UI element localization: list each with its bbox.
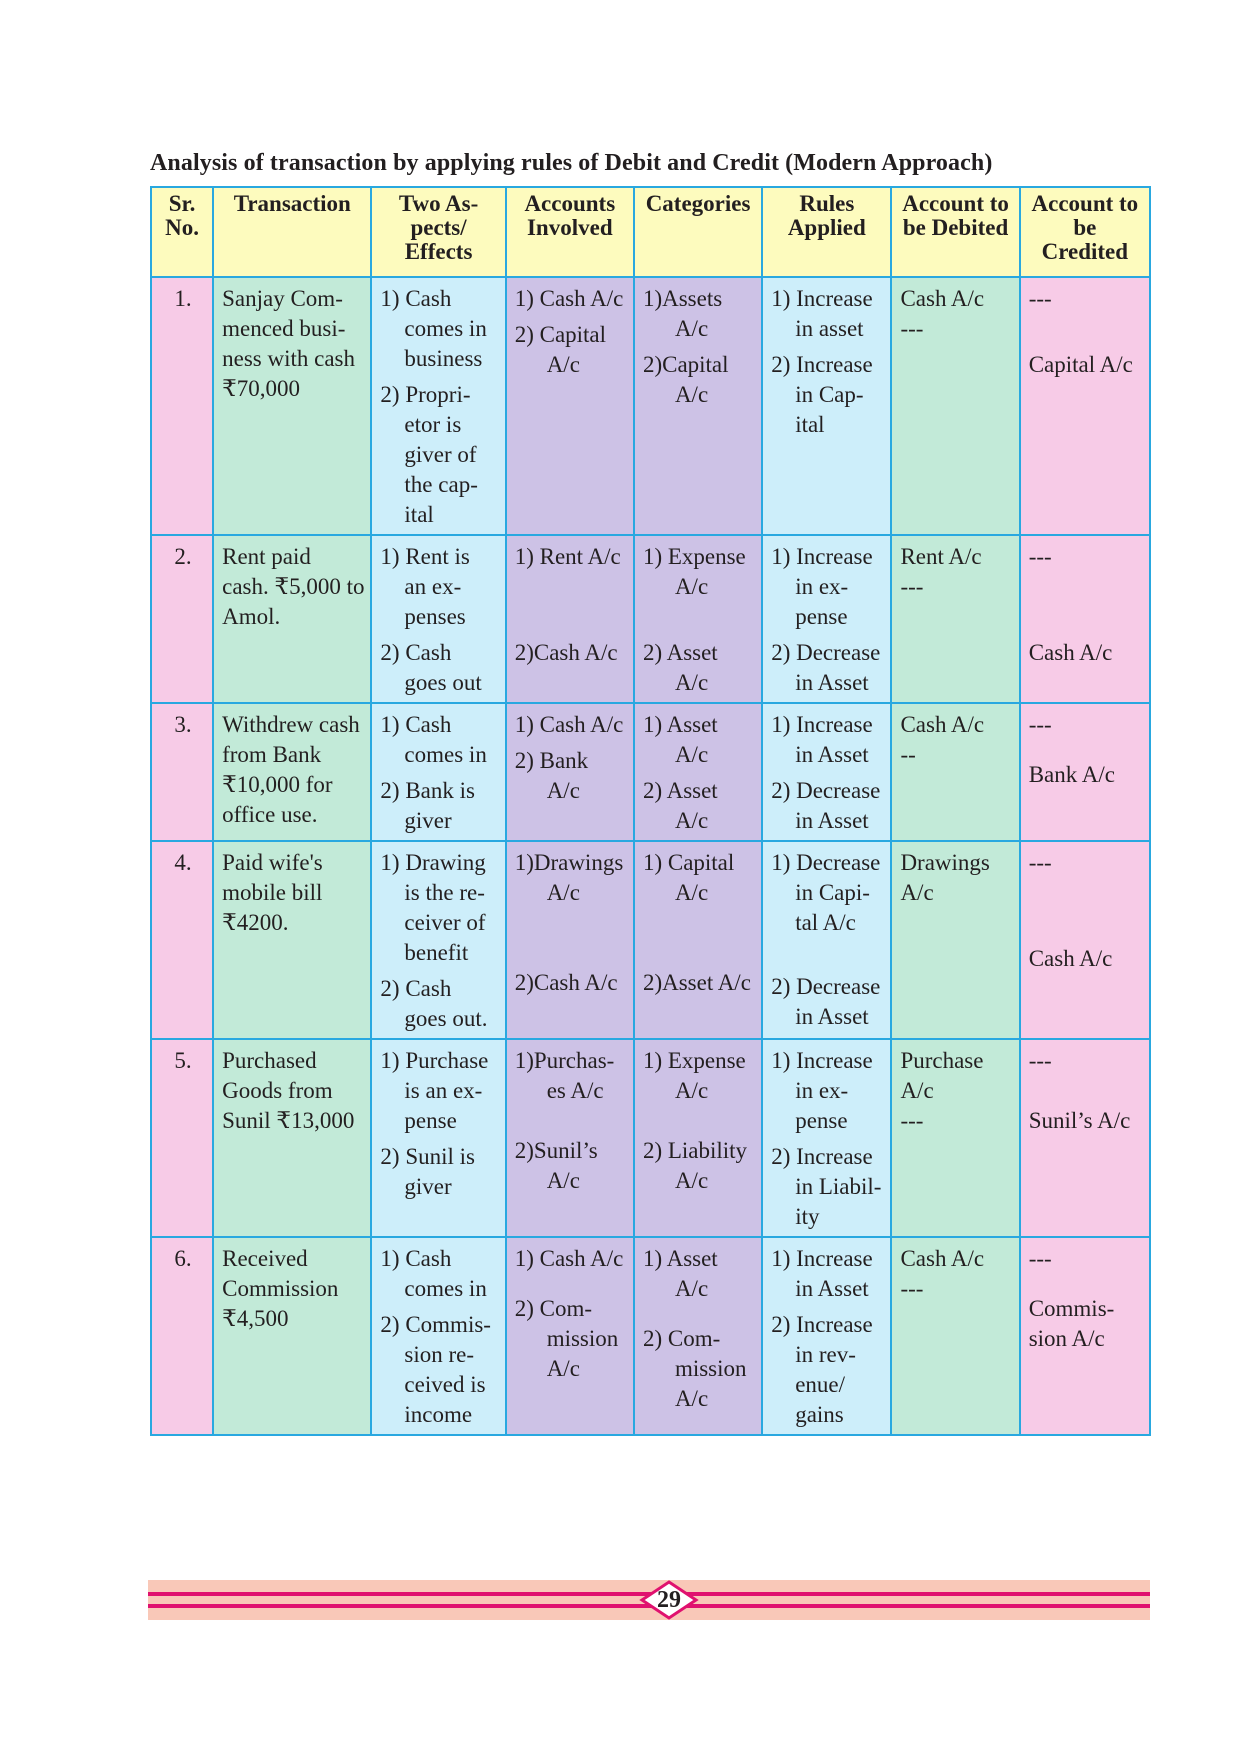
aspect-line: 2) Cash	[380, 976, 452, 1001]
table-row	[151, 277, 1150, 535]
table-row	[151, 535, 1150, 703]
aspect-line: is the re-	[404, 880, 485, 905]
transaction-line: ₹10,000 for	[222, 772, 333, 797]
credit-line: ---	[1028, 286, 1052, 311]
header-line: Applied	[787, 215, 866, 240]
aspect-line: giver	[404, 808, 452, 833]
rule-line: pense	[795, 1108, 848, 1133]
aspect-line: 2) Commis-	[380, 1312, 491, 1337]
rule-line: in Asset	[795, 670, 869, 695]
account-credited-cell	[1020, 1237, 1150, 1435]
account-line: A/c	[546, 1168, 580, 1193]
transaction-line: Received	[222, 1246, 308, 1271]
rule-line: 1) Decrease	[771, 850, 881, 875]
accounts-involved-cell	[506, 1039, 634, 1237]
debit-line: Rent A/c	[900, 544, 982, 569]
header-line: Sr.	[168, 191, 196, 216]
account-line: 1) Rent A/c	[514, 544, 621, 569]
rule-line: tal A/c	[795, 910, 856, 935]
accounts-involved-cell	[506, 535, 634, 703]
rule-line: 2) Decrease	[771, 778, 881, 803]
rule-line: in Cap-	[795, 382, 864, 407]
debit-line: ---	[900, 316, 924, 341]
account-credited-cell	[1020, 1039, 1150, 1237]
transaction-line: Sunil ₹13,000	[222, 1108, 355, 1133]
header-line: Effects	[404, 239, 473, 264]
rule-line: ity	[795, 1204, 820, 1229]
sr-no-cell: 4.	[151, 841, 213, 1039]
rules-applied-cell	[762, 535, 891, 703]
header-account-debited	[891, 187, 1019, 277]
aspect-line: etor is	[404, 412, 462, 437]
account-debited-cell	[891, 841, 1019, 1039]
sr-no-cell: 6.	[151, 1237, 213, 1435]
credit-line: ---	[1028, 1246, 1052, 1271]
debit-line: --	[900, 742, 916, 767]
category-line: A/c	[674, 382, 709, 407]
aspect-line: 1) Cash	[380, 1246, 452, 1271]
rule-line: in Asset	[795, 1004, 869, 1029]
header-transaction	[213, 187, 371, 277]
accounts-involved-cell	[506, 703, 634, 841]
category-line: mission	[674, 1356, 747, 1381]
account-line: 1) Cash A/c	[514, 712, 624, 737]
table-row	[151, 703, 1150, 841]
table-row	[151, 1039, 1150, 1237]
transaction-line: from Bank	[222, 742, 322, 767]
transaction-line: mobile bill	[222, 880, 323, 905]
aspect-line: 2) Sunil is	[380, 1144, 475, 1169]
header-line: Credited	[1041, 239, 1129, 264]
transaction-line: cash. ₹5,000 to	[222, 574, 365, 599]
debit-line: ---	[900, 1276, 924, 1301]
aspect-line: comes in	[404, 1276, 487, 1301]
category-line: 2) Asset	[642, 778, 718, 803]
page-footer	[148, 1580, 1150, 1620]
transaction-line: ness with cash	[222, 346, 355, 371]
transaction-line: Sanjay Com-	[222, 286, 343, 311]
rule-line: 2) Decrease	[771, 974, 881, 999]
transaction-cell	[213, 277, 371, 535]
credit-line: ---	[1028, 1048, 1052, 1073]
table-row	[151, 1237, 1150, 1435]
sr-no-cell: 5.	[151, 1039, 213, 1237]
categories-cell	[634, 1237, 762, 1435]
category-line: A/c	[674, 742, 709, 767]
transaction-cell	[213, 535, 371, 703]
account-debited-cell	[891, 277, 1019, 535]
account-line: 2)Sunil’s	[514, 1138, 598, 1163]
debit-line: ---	[900, 1108, 924, 1133]
account-line: A/c	[546, 1356, 580, 1381]
rule-line: in Asset	[795, 808, 869, 833]
aspect-line: 2) Bank is	[380, 778, 475, 803]
rule-line: in ex-	[795, 574, 849, 599]
category-line: 1) Asset	[642, 712, 718, 737]
header-line: Transaction	[233, 191, 351, 216]
category-line: 2)Capital	[642, 352, 729, 377]
transaction-cell	[213, 841, 371, 1039]
aspect-line: benefit	[404, 940, 469, 965]
account-line: 1) Cash A/c	[514, 1246, 624, 1271]
categories-cell	[634, 841, 762, 1039]
credit-line: Cash A/c	[1028, 640, 1113, 665]
rules-applied-cell	[762, 703, 891, 841]
aspect-line: 2) Cash	[380, 640, 452, 665]
category-line: A/c	[674, 316, 709, 341]
transaction-line: Commission	[222, 1276, 339, 1301]
category-line: A/c	[674, 1386, 709, 1411]
aspect-line: giver of	[404, 442, 477, 467]
table-header-row	[151, 187, 1150, 277]
aspect-line: sion re-	[404, 1342, 475, 1367]
rules-applied-cell	[762, 1039, 891, 1237]
account-credited-cell	[1020, 703, 1150, 841]
aspect-line: income	[404, 1402, 473, 1427]
account-line: 2) Capital	[514, 322, 607, 347]
aspect-line: 1) Cash	[380, 712, 452, 737]
category-line: 2) Liability	[642, 1138, 748, 1163]
header-account-credited	[1020, 187, 1150, 277]
category-line: 1) Asset	[642, 1246, 718, 1271]
header-line: be	[1073, 215, 1097, 240]
transaction-line: Purchased	[222, 1048, 317, 1073]
credit-line: Bank A/c	[1028, 762, 1115, 787]
rule-line: 1) Increase	[771, 712, 873, 737]
rule-line: 2) Increase	[771, 352, 873, 377]
category-line: 1)Assets	[642, 286, 723, 311]
header-line: Involved	[526, 215, 613, 240]
aspect-line: giver	[404, 1174, 452, 1199]
rule-line: 1) Increase	[771, 1246, 873, 1271]
rule-line: in Asset	[795, 1276, 869, 1301]
category-line: A/c	[674, 1078, 709, 1103]
account-line: 2)Cash A/c	[514, 970, 618, 995]
category-line: 2)Asset A/c	[642, 970, 751, 995]
transaction-line: office use.	[222, 802, 318, 827]
account-credited-cell	[1020, 841, 1150, 1039]
account-line: A/c	[546, 778, 580, 803]
debit-line: Cash A/c	[900, 712, 985, 737]
header-accounts-involved	[506, 187, 634, 277]
category-line: A/c	[674, 670, 709, 695]
categories-cell	[634, 535, 762, 703]
transaction-line: ₹70,000	[222, 376, 300, 401]
accounts-involved-cell	[506, 1237, 634, 1435]
aspect-line: penses	[404, 604, 466, 629]
aspect-line: 2) Propri-	[380, 382, 471, 407]
transaction-line: menced busi-	[222, 316, 346, 341]
two-aspects-cell	[371, 1237, 505, 1435]
header-line: No.	[165, 215, 199, 240]
sr-no-cell: 3.	[151, 703, 213, 841]
aspect-line: goes out	[404, 670, 482, 695]
rule-line: in asset	[795, 316, 864, 341]
category-line: A/c	[674, 574, 709, 599]
account-credited-cell	[1020, 277, 1150, 535]
rule-line: 2) Increase	[771, 1144, 873, 1169]
rule-line: in Capi-	[795, 880, 870, 905]
sr-no-cell: 2.	[151, 535, 213, 703]
aspect-line: pense	[404, 1108, 457, 1133]
account-line: 2) Com-	[514, 1296, 592, 1321]
rule-line: 2) Decrease	[771, 640, 881, 665]
categories-cell	[634, 703, 762, 841]
header-line: Categories	[645, 191, 751, 216]
transaction-cell	[213, 1039, 371, 1237]
header-line: Account to	[1031, 191, 1139, 216]
category-line: 1) Expense	[642, 544, 746, 569]
account-debited-cell	[891, 535, 1019, 703]
two-aspects-cell	[371, 1039, 505, 1237]
header-sr-no	[151, 187, 213, 277]
category-line: 1) Expense	[642, 1048, 746, 1073]
rules-applied-cell	[762, 841, 891, 1039]
aspect-line: ceived is	[404, 1372, 486, 1397]
debit-line: Purchase	[900, 1048, 984, 1073]
transaction-line: Paid wife's	[222, 850, 323, 875]
header-categories	[634, 187, 762, 277]
credit-line: Sunil’s A/c	[1028, 1108, 1131, 1133]
debit-line: ---	[900, 574, 924, 599]
aspect-line: comes in	[404, 742, 487, 767]
rule-line: 2) Increase	[771, 1312, 873, 1337]
debit-line: Drawings	[900, 850, 990, 875]
header-rules-applied	[762, 187, 891, 277]
aspect-line: is an ex-	[404, 1078, 483, 1103]
aspect-line: ital	[404, 502, 434, 527]
category-line: A/c	[674, 880, 709, 905]
account-debited-cell	[891, 1237, 1019, 1435]
aspect-line: 1) Drawing	[380, 850, 486, 875]
rule-line: ital	[795, 412, 825, 437]
header-line: Rules	[799, 191, 855, 216]
header-line: Account to	[902, 191, 1009, 216]
rule-line: gains	[795, 1402, 844, 1427]
two-aspects-cell	[371, 277, 505, 535]
account-line: es A/c	[546, 1078, 604, 1103]
page-title: Analysis of transaction by applying rules of Debit and Credit (Modern Approach)	[150, 150, 993, 176]
credit-line: Cash A/c	[1028, 946, 1113, 971]
page-number: 29	[657, 1587, 681, 1613]
header-line: Accounts	[524, 191, 616, 216]
category-line: 1) Capital	[642, 850, 735, 875]
account-credited-cell	[1020, 535, 1150, 703]
transaction-line: Withdrew cash	[222, 712, 360, 737]
transaction-line: Rent paid	[222, 544, 311, 569]
aspect-line: goes out.	[404, 1006, 488, 1031]
table-row	[151, 841, 1150, 1039]
account-line: 2)Cash A/c	[514, 640, 618, 665]
header-line: be Debited	[902, 215, 1009, 240]
rule-line: 1) Increase	[771, 544, 873, 569]
transaction-line: Goods from	[222, 1078, 333, 1103]
debit-line: A/c	[900, 880, 934, 905]
accounts-involved-cell	[506, 277, 634, 535]
aspect-line: 1) Purchase	[380, 1048, 489, 1073]
aspect-line: 1) Cash	[380, 286, 452, 311]
rule-line: 1) Increase	[771, 286, 873, 311]
transaction-line: ₹4,500	[222, 1306, 289, 1331]
credit-line: sion A/c	[1028, 1326, 1105, 1351]
rule-line: pense	[795, 604, 848, 629]
debit-line: Cash A/c	[900, 286, 985, 311]
category-line: A/c	[674, 1276, 709, 1301]
transaction-cell	[213, 703, 371, 841]
account-line: 1)Purchas-	[514, 1048, 615, 1073]
rules-applied-cell	[762, 277, 891, 535]
category-line: A/c	[674, 808, 709, 833]
aspect-line: business	[404, 346, 483, 371]
categories-cell	[634, 1039, 762, 1237]
aspect-line: comes in	[404, 316, 487, 341]
rule-line: in ex-	[795, 1078, 849, 1103]
rule-line: in rev-	[795, 1342, 856, 1367]
account-debited-cell	[891, 1039, 1019, 1237]
account-line: 1)Drawings	[514, 850, 624, 875]
transaction-line: ₹4200.	[222, 910, 289, 935]
aspect-line: an ex-	[404, 574, 462, 599]
account-debited-cell	[891, 703, 1019, 841]
credit-line: ---	[1028, 544, 1052, 569]
account-line: A/c	[546, 352, 580, 377]
credit-line: ---	[1028, 850, 1052, 875]
categories-cell	[634, 277, 762, 535]
rule-line: enue/	[795, 1372, 845, 1397]
aspect-line: ceiver of	[404, 910, 486, 935]
accounts-involved-cell	[506, 841, 634, 1039]
two-aspects-cell	[371, 841, 505, 1039]
rule-line: 1) Increase	[771, 1048, 873, 1073]
sr-no-cell: 1.	[151, 277, 213, 535]
header-line: pects/	[410, 215, 467, 240]
category-line: 2) Com-	[642, 1326, 721, 1351]
header-two-aspects	[371, 187, 505, 277]
aspect-line: 1) Rent is	[380, 544, 470, 569]
rule-line: in Asset	[795, 742, 869, 767]
account-line: A/c	[546, 880, 580, 905]
rules-applied-cell	[762, 1237, 891, 1435]
transaction-cell	[213, 1237, 371, 1435]
aspect-line: the cap-	[404, 472, 478, 497]
rule-line: in Liabil-	[795, 1174, 882, 1199]
credit-line: ---	[1028, 712, 1052, 737]
debit-line: A/c	[900, 1078, 934, 1103]
header-line: Two As-	[398, 191, 479, 216]
credit-line: Capital A/c	[1028, 352, 1133, 377]
category-line: A/c	[674, 1168, 709, 1193]
category-line: 2) Asset	[642, 640, 718, 665]
transaction-analysis-table	[150, 186, 1151, 1436]
debit-line: Cash A/c	[900, 1246, 985, 1271]
account-line: mission	[546, 1326, 619, 1351]
account-line: 2) Bank	[514, 748, 589, 773]
transaction-line: Amol.	[222, 604, 281, 629]
credit-line: Commis-	[1028, 1296, 1115, 1321]
two-aspects-cell	[371, 703, 505, 841]
two-aspects-cell	[371, 535, 505, 703]
account-line: 1) Cash A/c	[514, 286, 624, 311]
